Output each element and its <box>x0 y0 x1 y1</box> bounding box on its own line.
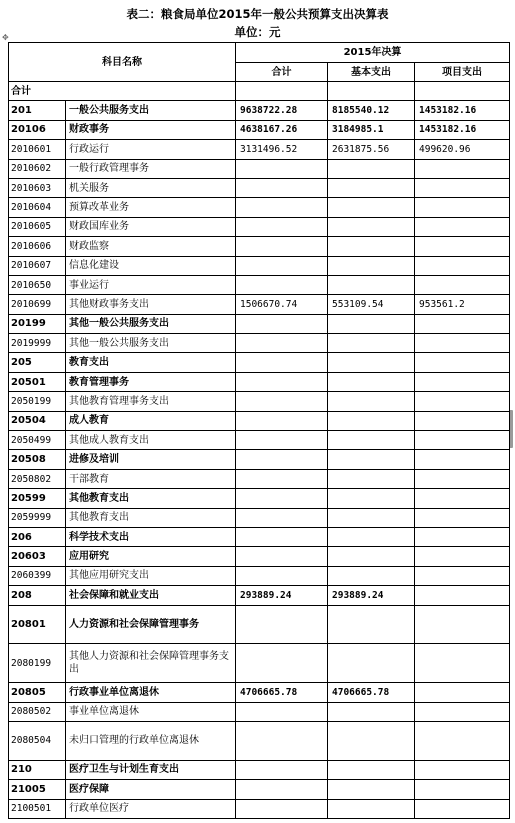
total-cell: 4706665.78 <box>236 683 328 702</box>
basic-expenditure-cell <box>328 392 415 411</box>
total-cell <box>236 721 328 760</box>
header-total: 合计 <box>236 63 328 82</box>
subject-code-cell: 20199 <box>9 314 66 333</box>
table-row <box>9 644 510 683</box>
table-row <box>9 489 510 508</box>
table-row <box>9 275 510 294</box>
project-expenditure-cell: 1453182.16 <box>415 120 510 139</box>
project-expenditure-cell <box>415 508 510 527</box>
subject-name-cell: 应用研究 <box>66 547 236 566</box>
table-row <box>9 140 510 159</box>
subject-code-cell: 205 <box>9 353 66 372</box>
subject-name-cell: 其他教育支出 <box>66 508 236 527</box>
subject-code-cell: 206 <box>9 527 66 546</box>
subject-name-cell: 事业单位离退休 <box>66 702 236 721</box>
subject-code-cell: 2060399 <box>9 566 66 585</box>
basic-expenditure-cell <box>328 334 415 353</box>
table-row <box>9 547 510 566</box>
subject-code-cell: 2080502 <box>9 702 66 721</box>
table-row <box>9 178 510 197</box>
project-expenditure-cell <box>415 760 510 779</box>
subject-name-cell: 行政运行 <box>66 140 236 159</box>
project-expenditure-cell <box>415 605 510 644</box>
basic-expenditure-cell <box>328 159 415 178</box>
project-expenditure-cell <box>415 547 510 566</box>
total-cell <box>236 469 328 488</box>
total-cell <box>236 217 328 236</box>
total-cell <box>236 605 328 644</box>
basic-expenditure-cell <box>328 178 415 197</box>
project-expenditure-cell <box>415 82 510 101</box>
subject-code-cell: 合计 <box>9 82 236 101</box>
table-row <box>9 586 510 605</box>
subject-name-cell: 其他人力资源和社会保障管理事务支出 <box>66 644 236 683</box>
total-cell <box>236 780 328 799</box>
subject-code-cell: 21005 <box>9 780 66 799</box>
basic-expenditure-cell <box>328 644 415 683</box>
project-expenditure-cell <box>415 702 510 721</box>
table-row <box>9 159 510 178</box>
table-row <box>9 372 510 391</box>
basic-expenditure-cell <box>328 82 415 101</box>
total-cell: 4638167.26 <box>236 120 328 139</box>
total-cell <box>236 159 328 178</box>
subject-name-cell: 一般公共服务支出 <box>66 101 236 120</box>
subject-name-cell: 其他教育管理事务支出 <box>66 392 236 411</box>
subject-name-cell: 进修及培训 <box>66 450 236 469</box>
subject-name-cell: 其他教育支出 <box>66 489 236 508</box>
table-row <box>9 721 510 760</box>
basic-expenditure-cell <box>328 314 415 333</box>
subject-code-cell: 210 <box>9 760 66 779</box>
subject-name-cell: 行政单位医疗 <box>66 799 236 818</box>
table-row <box>9 431 510 450</box>
project-expenditure-cell <box>415 372 510 391</box>
project-expenditure-cell <box>415 469 510 488</box>
basic-expenditure-cell <box>328 760 415 779</box>
table-row <box>9 683 510 702</box>
table-row <box>9 237 510 256</box>
basic-expenditure-cell: 8185540.12 <box>328 101 415 120</box>
project-expenditure-cell <box>415 237 510 256</box>
table-row <box>9 566 510 585</box>
table-row <box>9 469 510 488</box>
subject-name-cell: 人力资源和社会保障管理事务 <box>66 605 236 644</box>
total-cell <box>236 334 328 353</box>
subject-code-cell: 2050199 <box>9 392 66 411</box>
subject-name-cell: 机关服务 <box>66 178 236 197</box>
subject-name-cell: 其他应用研究支出 <box>66 566 236 585</box>
table-row <box>9 780 510 799</box>
subject-name-cell: 预算改革业务 <box>66 198 236 217</box>
project-expenditure-cell <box>415 334 510 353</box>
table-row <box>9 702 510 721</box>
subject-name-cell: 干部教育 <box>66 469 236 488</box>
subject-name-cell: 其他一般公共服务支出 <box>66 314 236 333</box>
subject-code-cell: 20504 <box>9 411 66 430</box>
basic-expenditure-cell: 3184985.1 <box>328 120 415 139</box>
basic-expenditure-cell <box>328 372 415 391</box>
basic-expenditure-cell <box>328 566 415 585</box>
total-cell <box>236 237 328 256</box>
basic-expenditure-cell <box>328 527 415 546</box>
table-row <box>9 314 510 333</box>
header-2015-final-accounts: 2015年决算 <box>236 43 510 63</box>
table-row <box>9 334 510 353</box>
project-expenditure-cell <box>415 198 510 217</box>
project-expenditure-cell <box>415 178 510 197</box>
project-expenditure-cell: 1453182.16 <box>415 101 510 120</box>
table-row <box>9 256 510 275</box>
project-expenditure-cell <box>415 353 510 372</box>
subject-code-cell: 208 <box>9 586 66 605</box>
project-expenditure-cell <box>415 683 510 702</box>
total-cell <box>236 372 328 391</box>
basic-expenditure-cell <box>328 275 415 294</box>
subject-code-cell: 20508 <box>9 450 66 469</box>
header-project-expenditure: 项目支出 <box>415 63 510 82</box>
project-expenditure-cell <box>415 566 510 585</box>
subject-code-cell: 2010650 <box>9 275 66 294</box>
subject-name-cell: 信息化建设 <box>66 256 236 275</box>
subject-name-cell: 财政监察 <box>66 237 236 256</box>
move-anchor-icon[interactable]: ✥ <box>2 33 9 42</box>
table-row <box>9 101 510 120</box>
total-cell <box>236 198 328 217</box>
subject-code-cell: 2100501 <box>9 799 66 818</box>
table-row <box>9 799 510 818</box>
basic-expenditure-cell <box>328 508 415 527</box>
table-row <box>9 605 510 644</box>
project-expenditure-cell <box>415 780 510 799</box>
table-row <box>9 527 510 546</box>
subject-name-cell: 其他成人教育支出 <box>66 431 236 450</box>
subject-code-cell: 2010601 <box>9 140 66 159</box>
project-expenditure-cell <box>415 256 510 275</box>
table-row <box>9 198 510 217</box>
basic-expenditure-cell <box>328 469 415 488</box>
total-cell <box>236 527 328 546</box>
subject-name-cell: 科学技术支出 <box>66 527 236 546</box>
table-row <box>9 411 510 430</box>
total-cell <box>236 314 328 333</box>
unit-label: 单位：元 <box>234 25 281 39</box>
table-row <box>9 450 510 469</box>
subject-name-cell: 一般行政管理事务 <box>66 159 236 178</box>
total-cell <box>236 566 328 585</box>
basic-expenditure-cell <box>328 256 415 275</box>
subject-name-cell: 行政事业单位离退休 <box>66 683 236 702</box>
subject-code-cell: 20501 <box>9 372 66 391</box>
total-cell <box>236 353 328 372</box>
basic-expenditure-cell <box>328 450 415 469</box>
project-expenditure-cell <box>415 527 510 546</box>
total-cell <box>236 275 328 294</box>
basic-expenditure-cell <box>328 217 415 236</box>
project-expenditure-cell <box>415 644 510 683</box>
subject-name-cell: 未归口管理的行政单位离退休 <box>66 721 236 760</box>
subject-name-cell: 其他一般公共服务支出 <box>66 334 236 353</box>
subject-name-cell: 财政国库业务 <box>66 217 236 236</box>
table-title: 表二：粮食局单位2015年一般公共预算支出决算表 <box>126 7 389 21</box>
project-expenditure-cell <box>415 159 510 178</box>
basic-expenditure-cell: 293889.24 <box>328 586 415 605</box>
basic-expenditure-cell: 2631875.56 <box>328 140 415 159</box>
total-cell <box>236 644 328 683</box>
basic-expenditure-cell: 4706665.78 <box>328 683 415 702</box>
subject-code-cell: 201 <box>9 101 66 120</box>
total-cell <box>236 799 328 818</box>
basic-expenditure-cell <box>328 431 415 450</box>
table-row <box>9 353 510 372</box>
subject-name-cell: 成人教育 <box>66 411 236 430</box>
project-expenditure-cell: 953561.2 <box>415 295 510 314</box>
header-basic-expenditure: 基本支出 <box>328 63 415 82</box>
project-expenditure-cell <box>415 721 510 760</box>
subject-code-cell: 2019999 <box>9 334 66 353</box>
basic-expenditure-cell <box>328 780 415 799</box>
project-expenditure-cell <box>415 275 510 294</box>
total-cell: 293889.24 <box>236 586 328 605</box>
table-row <box>9 120 510 139</box>
subject-name-cell: 教育支出 <box>66 353 236 372</box>
subject-code-cell: 2080199 <box>9 644 66 683</box>
basic-expenditure-cell <box>328 489 415 508</box>
subject-code-cell: 2050499 <box>9 431 66 450</box>
basic-expenditure-cell <box>328 353 415 372</box>
subject-name-cell: 事业运行 <box>66 275 236 294</box>
project-expenditure-cell <box>415 392 510 411</box>
total-cell <box>236 489 328 508</box>
subject-code-cell: 2050802 <box>9 469 66 488</box>
total-cell: 9638722.28 <box>236 101 328 120</box>
basic-expenditure-cell <box>328 721 415 760</box>
subject-code-cell: 2010699 <box>9 295 66 314</box>
subject-code-cell: 20599 <box>9 489 66 508</box>
subject-name-cell: 医疗卫生与计划生育支出 <box>66 760 236 779</box>
project-expenditure-cell: 499620.96 <box>415 140 510 159</box>
total-cell <box>236 82 328 101</box>
total-cell <box>236 431 328 450</box>
project-expenditure-cell <box>415 431 510 450</box>
basic-expenditure-cell: 553109.54 <box>328 295 415 314</box>
subject-code-cell: 20106 <box>9 120 66 139</box>
subject-code-cell: 2010603 <box>9 178 66 197</box>
basic-expenditure-cell <box>328 547 415 566</box>
basic-expenditure-cell <box>328 411 415 430</box>
table-row <box>9 82 510 101</box>
total-cell: 1506670.74 <box>236 295 328 314</box>
total-cell <box>236 256 328 275</box>
subject-code-cell: 2010604 <box>9 198 66 217</box>
total-cell <box>236 760 328 779</box>
subject-code-cell: 2080504 <box>9 721 66 760</box>
subject-code-cell: 20603 <box>9 547 66 566</box>
subject-code-cell: 2010605 <box>9 217 66 236</box>
budget-table <box>8 42 510 819</box>
project-expenditure-cell <box>415 411 510 430</box>
project-expenditure-cell <box>415 586 510 605</box>
subject-code-cell: 2010606 <box>9 237 66 256</box>
basic-expenditure-cell <box>328 702 415 721</box>
subject-name-cell: 教育管理事务 <box>66 372 236 391</box>
subject-code-cell: 20801 <box>9 605 66 644</box>
basic-expenditure-cell <box>328 799 415 818</box>
header-subject-name: 科目名称 <box>9 43 236 82</box>
project-expenditure-cell <box>415 314 510 333</box>
total-cell <box>236 508 328 527</box>
total-cell <box>236 702 328 721</box>
table-row <box>9 217 510 236</box>
project-expenditure-cell <box>415 450 510 469</box>
subject-name-cell: 社会保障和就业支出 <box>66 586 236 605</box>
basic-expenditure-cell <box>328 198 415 217</box>
table-row <box>9 295 510 314</box>
basic-expenditure-cell <box>328 605 415 644</box>
subject-code-cell: 2010607 <box>9 256 66 275</box>
subject-code-cell: 20805 <box>9 683 66 702</box>
subject-code-cell: 2010602 <box>9 159 66 178</box>
total-cell <box>236 411 328 430</box>
project-expenditure-cell <box>415 799 510 818</box>
subject-name-cell: 医疗保障 <box>66 780 236 799</box>
total-cell <box>236 178 328 197</box>
project-expenditure-cell <box>415 217 510 236</box>
total-cell <box>236 547 328 566</box>
table-row <box>9 760 510 779</box>
project-expenditure-cell <box>415 489 510 508</box>
subject-code-cell: 2059999 <box>9 508 66 527</box>
total-cell <box>236 450 328 469</box>
table-row <box>9 392 510 411</box>
total-cell: 3131496.52 <box>236 140 328 159</box>
subject-name-cell: 财政事务 <box>66 120 236 139</box>
table-row <box>9 508 510 527</box>
subject-name-cell: 其他财政事务支出 <box>66 295 236 314</box>
basic-expenditure-cell <box>328 237 415 256</box>
total-cell <box>236 392 328 411</box>
